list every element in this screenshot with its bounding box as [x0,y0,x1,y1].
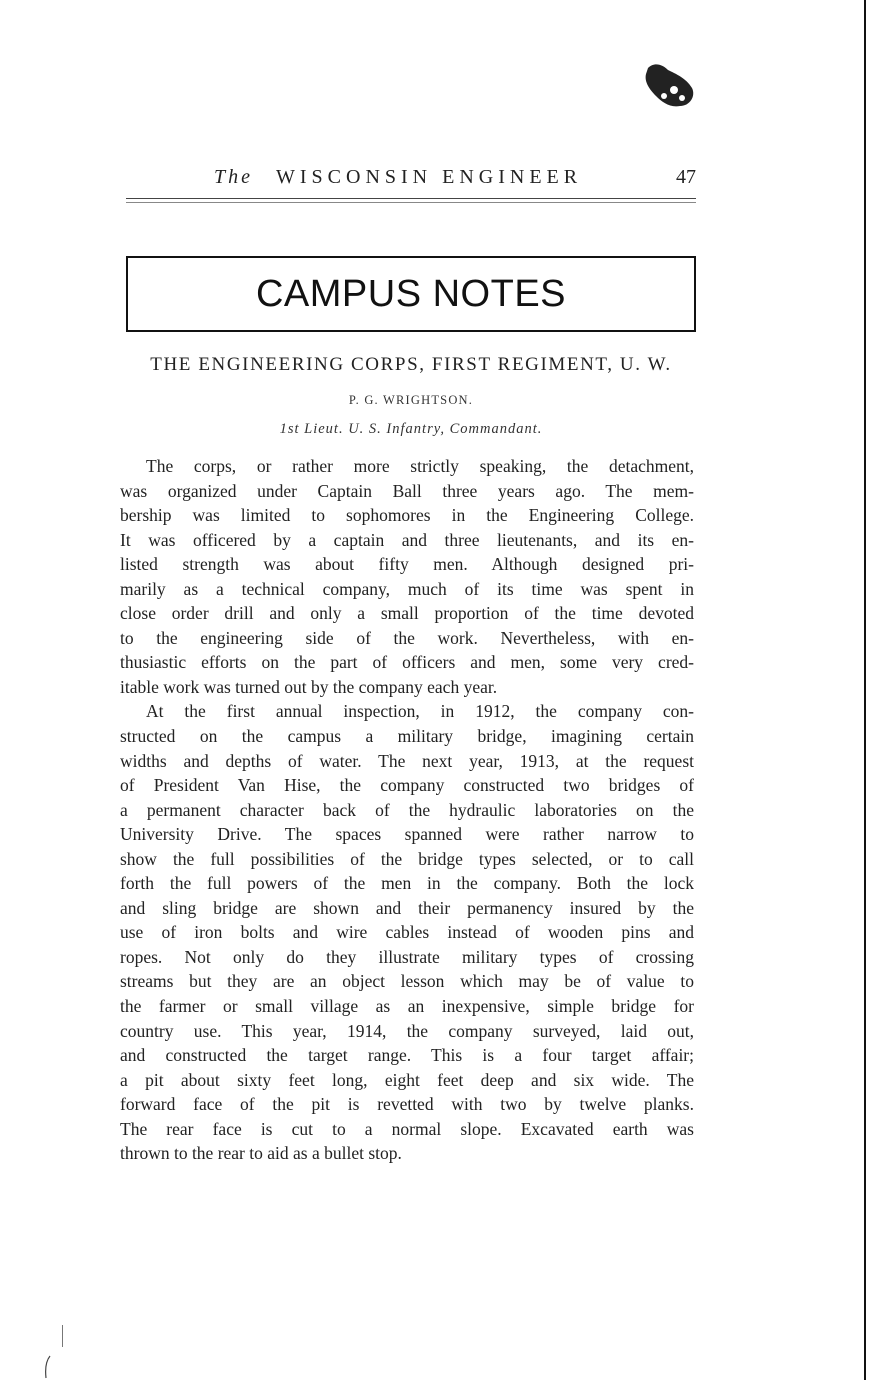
body-line: use of iron bolts and wire cables instead of wooden pins and [120,922,694,943]
body-line: ropes. Not only do they illustrate military types of crossing [120,946,694,967]
header-rule [126,198,696,199]
ink-blot-mark [640,60,696,112]
body-line: thrown to the rear to aid as a bullet stop. [120,1143,402,1164]
body-line: forth the full powers of the men in the company. Both the lock [120,873,694,894]
running-head-magazine: WISCONSIN ENGINEER [276,166,583,188]
section-title-box [126,256,696,332]
author-rank: 1st Lieut. U. S. Infantry, Commandant. [279,421,543,437]
section-title: CAMPUS NOTES [255,272,567,315]
body-line: to the engineering side of the work. Nevertheless, with en- [120,627,694,648]
body-line: of President Van Hise, the company constructed two bridges of [120,775,694,796]
body-line: show the full possibilities of the bridge types selected, or to call [120,848,694,869]
page-number: 47 [676,166,696,188]
page-edge-border [864,0,866,1380]
body-line: thusiastic efforts on the part of officers and men, some very cred- [120,652,694,673]
body-line: and constructed the target range. This is a four target affair; [120,1045,694,1066]
body-line: At the first annual inspection, in 1912, the company con- [146,701,694,722]
body-line: forward face of the pit is revetted with two by twelve planks. [120,1094,694,1115]
body-line: country use. This year, 1914, the company surveyed, laid out, [120,1020,694,1041]
margin-pencil-mark [44,1355,52,1379]
body-line: close order drill and only a small proportion of the time devoted [120,603,694,624]
margin-pencil-mark [62,1325,66,1347]
body-line: streams but they are an object lesson which may be of value to [120,971,694,992]
body-line: The corps, or rather more strictly speaking, the detachment, [146,456,694,476]
body-line: itable work was turned out by the company each year. [120,676,498,697]
body-line: a pit about sixty feet long, eight feet deep and six wide. The [120,1069,694,1090]
article-author: P. G. WRIGHTSON. [348,393,474,407]
body-line: marily as a technical company, much of its time was spent in [120,578,694,599]
body-line: bership was limited to sophomores in the Engineering College. [120,505,694,526]
body-line: The rear face is cut to a normal slope. Excavated earth was [120,1118,694,1139]
body-line: It was officered by a captain and three lieutenants, and its en- [120,529,694,550]
body-line: the farmer or small village as an inexpensive, simple bridge for [120,996,694,1017]
article-body [120,454,694,1166]
article-title: THE ENGINEERING CORPS, FIRST REGIMENT, U. W. [150,354,672,375]
body-line: listed strength was about fifty men. Although designed pri- [120,554,694,575]
header-rule-secondary [126,202,696,203]
body-line: a permanent character back of the hydraulic laboratories on the [120,799,694,820]
body-line: University Drive. The spaces spanned were rather narrow to [120,824,694,845]
body-line: structed on the campus a military bridge, imagining certain [120,726,694,747]
body-line: and sling bridge are shown and their permanency insured by the [120,897,694,918]
body-line: was organized under Captain Ball three years ago. The mem- [120,480,694,501]
running-head-the: The [214,166,253,188]
running-head [126,166,696,196]
body-line: widths and depths of water. The next year, 1913, at the request [120,750,694,771]
